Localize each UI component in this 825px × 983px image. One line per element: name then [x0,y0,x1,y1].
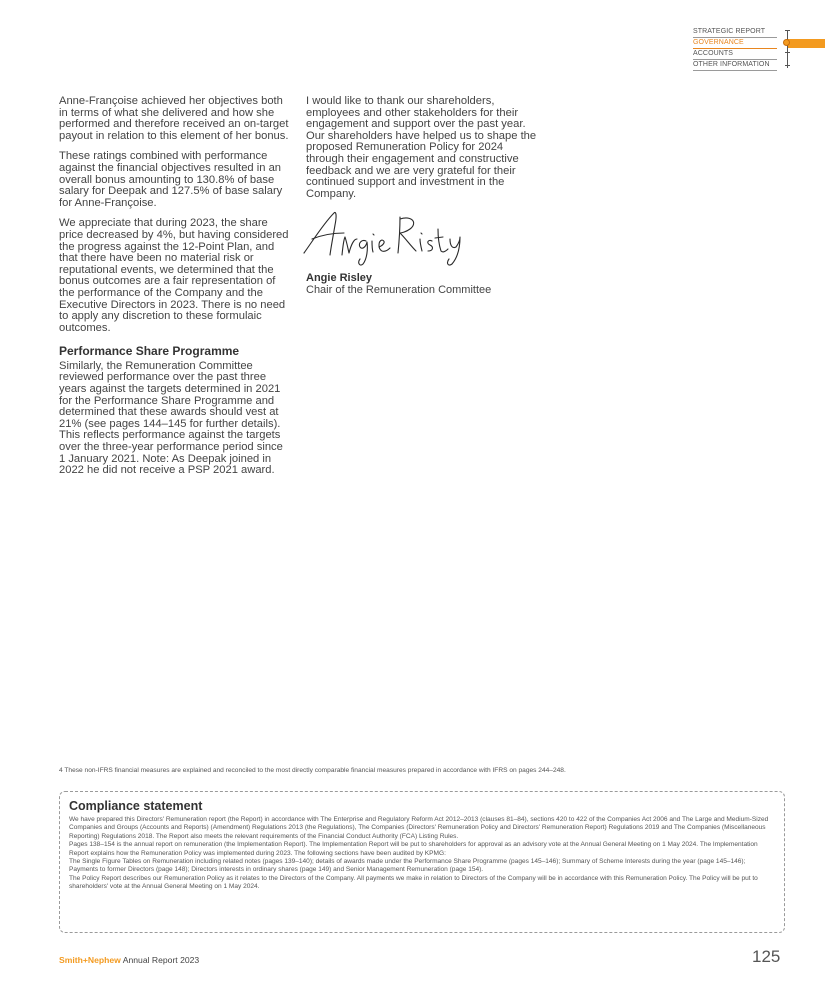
compliance-title: Compliance statement [69,799,203,813]
nav-strategic-report[interactable]: STRATEGIC REPORT [693,27,777,38]
nav-track-line [787,30,788,68]
compliance-statement-box [59,791,785,933]
paragraph: We appreciate that during 2023, the share price decreased by 4%, but having considered the progress against the 12-Point Plan, and that there have been no material risk or reputational events, we determined that the bonus outcomes are a fair representation of the performance of the Company and the Executive Directors in 2023. There is no need to apply any discretion to these formulaic outcomes. [59,217,289,334]
paragraph: Anne-Françoise achieved her objectives both in terms of what she delivered and how she performed and therefore received an on-target payout in relation to this element of her bonus. [59,95,289,142]
paragraph: I would like to thank our shareholders, employees and other stakeholders for their engagement and support over the past year. Our shareholders have helped us to shape the proposed Remuneration Policy for 2024 through their engagement and constructive feedback and we are very grateful for their continued support and investment in the Company. [306,95,537,200]
compliance-paragraph: We have prepared this Directors' Remuneration report (the Report) in accordance with The Enterprise and Regulatory Reform Act 2012–2013 (clauses 81–84), sections 420 to 422 of the Companies Act 2006 and The Large and Medium-Sized Companies and Groups (Accounts and Reports) (Amendment) Regulations 2013 (the Regulations), The Companies (Directors' Remuneration Policy and Directors' Remuneration Report) Regulations 2019 and The Companies (Miscellaneous Reporting) Regulations 2018. The Report also meets the relevant requirements of the Financial Conduct Authority (FCA) Listing Rules. [69,816,769,840]
nav-tick [785,65,790,66]
footer-brand [59,955,199,965]
signer-title: Chair of the Remuneration Committee [306,283,492,296]
signer-name: Angie Risley [306,272,373,285]
nav-governance[interactable]: GOVERNANCE [693,38,777,49]
compliance-paragraph: The Single Figure Tables on Remuneration including related notes (pages 139–140); details of awards made under the Performance Share Programme (pages 145–146); Summary of Scheme Interests during the year (page 145–146); Payments to former Directors (page 148); Directors interests in ordinary shares (page 149) and Senior Management Remuneration (page 154). [69,858,746,874]
footnote: 4 These non-IFRS financial measures are explained and reconciled to the most directly comparable financial measures prepared in accordance with IFRS on pages 244–248. [59,767,566,774]
report-name: Annual Report 2023 [120,955,200,965]
compliance-paragraph: The Policy Report describes our Remuneration Policy as it relates to the Directors of the Company. All payments we make in relation to Directors of the Company will be in accordance with this Remuneration Policy. The Policy will be put to shareholders' vote at the Annual General Meeting on 1 May 2024. [69,874,758,891]
section-nav [693,27,825,73]
brand-name: Smith+Nephew [59,955,121,965]
paragraph: Similarly, the Remuneration Committee reviewed performance over the past three years against the targets determined in 2021 for the Performance Share Programme and determined that these awards should vest at 21% (see pages 144–145 for further details). This reflects performance against the targets over the three-year performance period since 1 January 2021. Note: As Deepak joined in 2022 he did not receive a PSP 2021 award. [59,359,283,477]
nav-accounts[interactable]: ACCOUNTS [693,49,777,60]
paragraph: These ratings combined with performance against the financial objectives resulted in an overall bonus amounting to 130.8% of base salary for Deepak and 127.5% of base salary for Anne-Françoise. [59,150,283,209]
page-number: 125 [752,947,781,966]
nav-active-bar [788,39,825,48]
nav-active-marker [783,39,790,46]
body-column-right [306,96,544,297]
section-heading: Performance Share Programme [59,344,240,359]
handwritten-signature [300,209,472,267]
body-column-left [59,96,291,486]
nav-other-information[interactable]: OTHER INFORMATION [693,60,777,71]
nav-tick [785,52,790,53]
compliance-paragraph: Pages 138–154 is the annual report on remuneration (the Implementation Report). The Implementation Report will be put to shareholders for approval as an advisory vote at the Annual General Meeting on 1 May 2024. The Implementation Report explains how the Remuneration Policy was implemented during 2023. The following sections have been audited by KPMG: [69,841,758,857]
nav-tick [785,30,790,31]
